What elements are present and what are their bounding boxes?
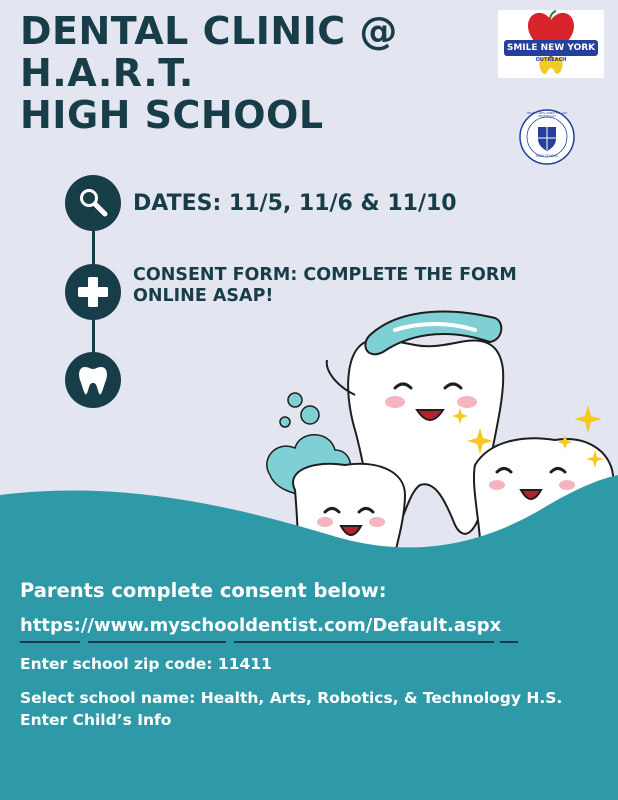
url-underline-2	[88, 641, 226, 643]
smile-logo-text: SMILE NEW YORK	[506, 43, 596, 53]
consent-form-text: CONSENT FORM: COMPLETE THE FORM ONLINE ASAP!	[133, 265, 517, 306]
consent-link-wrapper	[20, 613, 562, 643]
title-line-2: H.A.R.T.	[20, 51, 194, 95]
consent-instructions	[20, 578, 562, 731]
timeline-step-2	[65, 264, 121, 320]
url-underline-1	[20, 641, 80, 643]
title-line-3: HIGH SCHOOL	[20, 93, 324, 137]
search-icon	[65, 175, 121, 231]
page-title	[20, 10, 398, 136]
tooth-icon	[65, 352, 121, 408]
plus-icon	[65, 264, 121, 320]
seal-bottom-text: HIGH SCHOOL	[535, 154, 559, 158]
url-underline-3	[234, 641, 494, 643]
title-line-1: DENTAL CLINIC @	[20, 9, 398, 53]
zip-code-instruction: Enter school zip code: 11411	[20, 655, 272, 673]
school-name-instruction: Select school name: Health, Arts, Robotics, & Technology H.S.	[20, 689, 563, 707]
dates-text: DATES: 11/5, 11/6 & 11/10	[133, 191, 457, 216]
consent-url-link[interactable]: https://www.myschooldentist.com/Default.aspx	[20, 615, 502, 636]
child-info-instruction: Enter Child’s Info	[20, 711, 172, 729]
smile-logo-subtext: OUTREACH	[535, 57, 567, 63]
url-underline-4	[500, 641, 518, 643]
hart-high-school-seal	[510, 108, 584, 166]
instructions-heading: Parents complete consent below:	[20, 579, 387, 602]
timeline-step-3	[65, 352, 121, 408]
timeline-step-1	[65, 175, 121, 231]
seal-ring-text: HEALTH, ARTS, ROBOTICS, AND TECHNOLOGY	[526, 112, 568, 118]
smile-new-york-logo	[498, 10, 604, 78]
